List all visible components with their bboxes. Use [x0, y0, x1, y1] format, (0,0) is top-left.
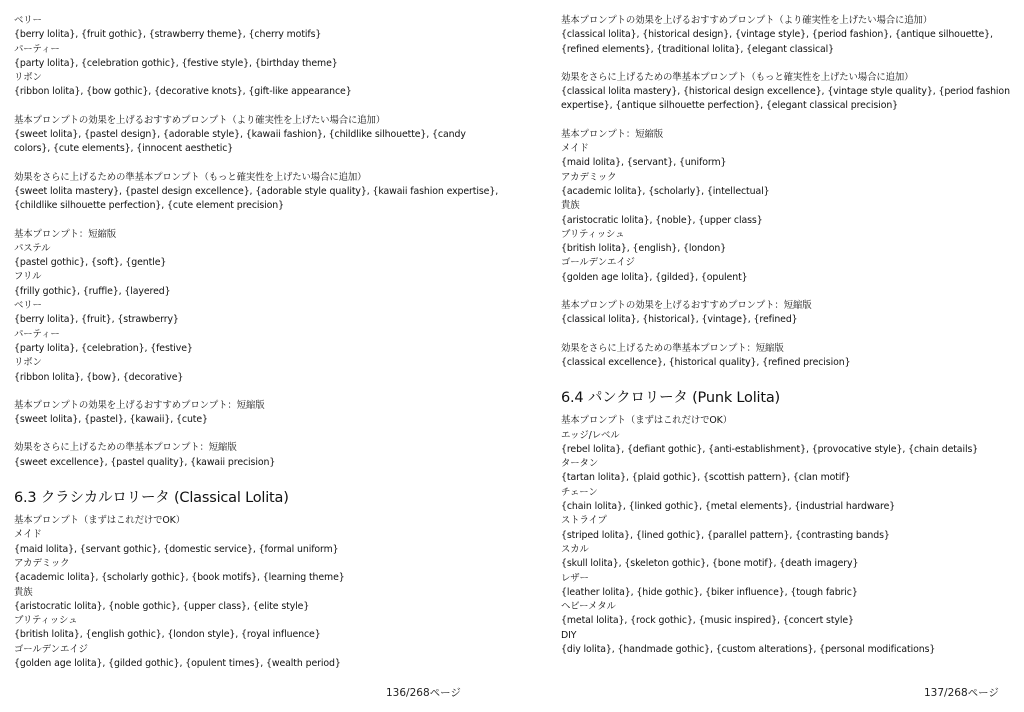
text-line: タータン [561, 458, 599, 470]
text-line: {golden age lolita}, {gilded}, {opulent} [561, 271, 748, 283]
text-line: {maid lolita}, {servant gothic}, {domestic service}, {formal uniform} [14, 543, 339, 555]
text-line: {striped lolita}, {lined gothic}, {parallel pattern}, {contrasting bands} [561, 529, 890, 541]
text-line: レザー [561, 572, 589, 584]
text-line: 貴族 [14, 586, 33, 598]
text-line: パーティー [14, 43, 60, 55]
text-line: ゴールデンエイジ [561, 257, 635, 269]
text-line: {berry lolita}, {fruit}, {strawberry} [14, 314, 179, 326]
text-line: 基本プロンプト（まずはこれだけでOK） [14, 515, 186, 527]
text-line: 効果をさらに上げるための準基本プロンプト：短縮版 [14, 442, 237, 454]
text-line: {ribbon lolita}, {bow}, {decorative} [14, 371, 184, 383]
text-line: 基本プロンプトの効果を上げるおすすめプロンプト：短縮版 [14, 399, 265, 411]
text-line: {party lolita}, {celebration}, {festive} [14, 342, 193, 354]
text-line: {frilly gothic}, {ruffle}, {layered} [14, 285, 171, 297]
text-line: {leather lolita}, {hide gothic}, {biker influence}, {tough fabric} [561, 586, 858, 598]
spacer [561, 285, 1011, 299]
text-line: {pastel gothic}, {soft}, {gentle} [14, 257, 167, 269]
text-line: ストライプ [561, 515, 607, 527]
text-line: {classical lolita}, {historical}, {vintage}, {refined} [561, 314, 798, 326]
text-line: ベリー [14, 15, 42, 26]
text-line: {aristocratic lolita}, {noble gothic}, {upper class}, {elite style} [14, 600, 310, 612]
text-line: {sweet lolita}, {pastel}, {kawaii}, {cute} [14, 414, 208, 426]
text-line: パステル [14, 242, 51, 254]
text-line: {maid lolita}, {servant}, {uniform} [561, 157, 727, 169]
text-line: {classical lolita}, {historical design}, {vintage style}, {period fashion}, {antique silhouette}, {refined elements}, {traditional lolita}, {elegant classical} [561, 29, 993, 55]
text-line: 基本プロンプト：短縮版 [561, 128, 664, 140]
spacer [561, 57, 1011, 71]
text-line: {berry lolita}, {fruit gothic}, {strawberry theme}, {cherry motifs} [14, 29, 322, 41]
spacer [561, 328, 1011, 342]
text-line: エッジ/レベル [561, 429, 620, 441]
text-line: アカデミック [14, 557, 70, 569]
text-line: {sweet lolita}, {pastel design}, {adorable style}, {kawaii fashion}, {childlike silhouette}, {candy colors}, {cute elements}, {innocent aesthetic} [14, 129, 466, 155]
text-line: パーティー [14, 328, 60, 340]
text-line: DIY [561, 629, 577, 641]
text-line: メイド [561, 143, 589, 155]
text-line: {sweet lolita mastery}, {pastel design excellence}, {adorable style quality}, {kawaii fashion expertise}, {childlike silhouette perfection}, {cute element precision} [14, 185, 499, 212]
text-line: 基本プロンプトの効果を上げるおすすめプロンプト（より確実性を上げたい場合に追加） [14, 114, 386, 126]
text-line: 基本プロンプト：短縮版 [14, 228, 117, 240]
text-line: ヘビーメタル [561, 601, 616, 613]
text-line: リボン [14, 72, 42, 84]
text-line: {academic lolita}, {scholarly gothic}, {book motifs}, {learning theme} [14, 572, 345, 584]
text-line: チェーン [561, 486, 598, 498]
text-line: {chain lolita}, {linked gothic}, {metal elements}, {industrial hardware} [561, 501, 896, 513]
text-line: アカデミック [561, 171, 617, 183]
spacer [14, 157, 504, 171]
text-line: 効果をさらに上げるための準基本プロンプト（もっと確実性を上げたい場合に追加） [14, 171, 367, 183]
text-line: {british lolita}, {english gothic}, {london style}, {royal influence} [14, 629, 321, 641]
text-line: {diy lolita}, {handmade gothic}, {custom alterations}, {personal modifications} [561, 643, 936, 655]
page-number-left: 136/268ページ [386, 687, 461, 699]
right-page [561, 14, 1011, 657]
text-line: {skull lolita}, {skeleton gothic}, {bone motif}, {death imagery} [561, 558, 859, 570]
text-line: 基本プロンプト（まずはこれだけでOK） [561, 415, 733, 427]
text-line: ブリティッシュ [14, 615, 78, 627]
text-line: {rebel lolita}, {defiant gothic}, {anti-establishment}, {provocative style}, {chain details} [561, 443, 979, 455]
section-heading: 6.4 パンクロリータ (Punk Lolita) [561, 390, 780, 407]
text-line: ゴールデンエイジ [14, 643, 88, 655]
page-number-right: 137/268ページ [924, 687, 999, 699]
text-line: 基本プロンプトの効果を上げるおすすめプロンプト（より確実性を上げたい場合に追加） [561, 15, 933, 26]
text-line: {classical lolita mastery}, {historical design excellence}, {vintage style quality}, {period fashion expertise}, {antique silhouette perfection}, {elegant classical precision} [561, 86, 1010, 112]
text-line: {tartan lolita}, {plaid gothic}, {scottish pattern}, {clan motif} [561, 472, 851, 484]
text-line: {metal lolita}, {rock gothic}, {music inspired}, {concert style} [561, 615, 854, 627]
text-line: {party lolita}, {celebration gothic}, {festive style}, {birthday theme} [14, 57, 338, 69]
text-line: 効果をさらに上げるための準基本プロンプト：短縮版 [561, 342, 784, 354]
text-line: 効果をさらに上げるための準基本プロンプト（もっと確実性を上げたい場合に追加） [561, 71, 914, 83]
text-line: メイド [14, 529, 42, 541]
text-line: ブリティッシュ [561, 228, 625, 240]
spacer [561, 114, 1011, 128]
left-page [14, 14, 504, 671]
text-line: {ribbon lolita}, {bow gothic}, {decorative knots}, {gift-like appearance} [14, 86, 352, 98]
spacer [14, 214, 504, 228]
section-heading: 6.3 クラシカルロリータ (Classical Lolita) [14, 490, 289, 507]
spacer [14, 100, 504, 114]
spacer [14, 427, 504, 441]
text-line: {golden age lolita}, {gilded gothic}, {opulent times}, {wealth period} [14, 657, 341, 669]
text-line: {british lolita}, {english}, {london} [561, 243, 727, 255]
text-line: スカル [561, 543, 589, 555]
text-line: {aristocratic lolita}, {noble}, {upper class} [561, 214, 763, 226]
text-line: 貴族 [561, 200, 580, 212]
spacer [14, 385, 504, 399]
text-line: {academic lolita}, {scholarly}, {intellectual} [561, 185, 770, 197]
text-line: {sweet excellence}, {pastel quality}, {kawaii precision} [14, 456, 276, 468]
text-line: 基本プロンプトの効果を上げるおすすめプロンプト：短縮版 [561, 300, 812, 312]
text-line: {classical excellence}, {historical quality}, {refined precision} [561, 356, 851, 368]
text-line: リボン [14, 357, 42, 369]
text-line: フリル [14, 271, 42, 283]
text-line: ベリー [14, 300, 42, 312]
